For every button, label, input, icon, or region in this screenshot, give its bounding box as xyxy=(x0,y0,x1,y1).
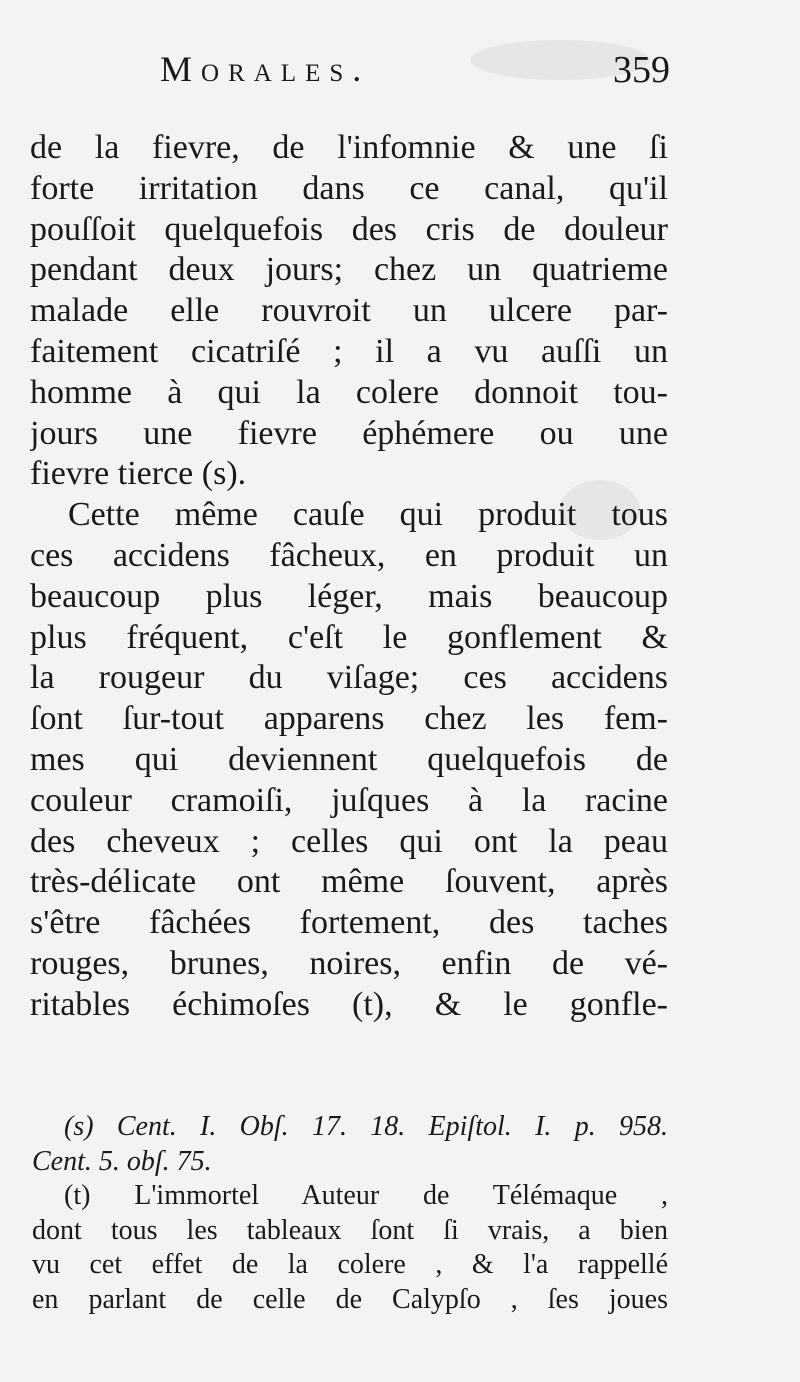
text-line: beaucoup plus léger, mais beaucoup xyxy=(30,577,668,615)
text-line: fievre tierce (s). xyxy=(30,455,247,493)
footnotes xyxy=(32,1110,668,1317)
text-line: forte irritation dans ce canal, qu'il xyxy=(30,169,668,207)
text-line: faitement cicatriſé ; il a vu auſſi un xyxy=(30,332,668,370)
page-number: 359 xyxy=(613,49,670,91)
text-line: rouges, brunes, noires, enfin de vé- xyxy=(30,944,668,982)
footnote-line: en parlant de celle de Calypſo , ſes joues xyxy=(32,1283,668,1315)
text-line: Cette même cauſe qui produit tous xyxy=(68,496,668,534)
text-line: ſont ſur-tout apparens chez les fem- xyxy=(30,700,668,738)
text-line: de la fievre, de l'infomnie & une ſi xyxy=(30,129,668,166)
text-line: couleur cramoiſi, juſques à la racine xyxy=(30,781,668,819)
footnote-line: Cent. 5. obſ. 75. xyxy=(32,1145,212,1177)
text-line: pouſſoit quelquefois des cris de douleur xyxy=(30,210,668,248)
text-line: homme à qui la colere donnoit tou- xyxy=(30,373,668,411)
text-line: mes qui deviennent quelquefois de xyxy=(30,740,668,778)
text-line: malade elle rouvroit un ulcere par- xyxy=(30,292,668,330)
page-header xyxy=(150,48,670,98)
footnote-line: (s) Cent. I. Obſ. 17. 18. Epiſtol. I. p. 958. xyxy=(64,1111,668,1142)
text-line: ces accidens fâcheux, en produit un xyxy=(30,536,668,574)
text-line: s'être fâchées fortement, des taches xyxy=(30,904,668,942)
footnote-line: vu cet effet de la colere , & l'a rappellé xyxy=(32,1249,668,1280)
body-text xyxy=(30,128,668,1026)
text-line: ritables échimoſes (t), & le gonfle- xyxy=(30,985,668,1023)
text-line: la rougeur du viſage; ces accidens xyxy=(30,659,668,697)
text-line: très-délicate ont même ſouvent, après xyxy=(30,863,668,901)
text-line: pendant deux jours; chez un quatrieme xyxy=(30,251,668,289)
text-line: plus fréquent, c'eſt le gonflement & xyxy=(30,618,668,656)
running-title: Morales. xyxy=(160,49,371,89)
footnote-line: (t) L'immortel Auteur de Télémaque , xyxy=(64,1180,668,1211)
text-line: des cheveux ; celles qui ont la peau xyxy=(30,822,668,860)
text-line: jours une fievre éphémere ou une xyxy=(30,414,668,452)
footnote-line: dont tous les tableaux ſont ſi vrais, a bien xyxy=(32,1214,668,1246)
